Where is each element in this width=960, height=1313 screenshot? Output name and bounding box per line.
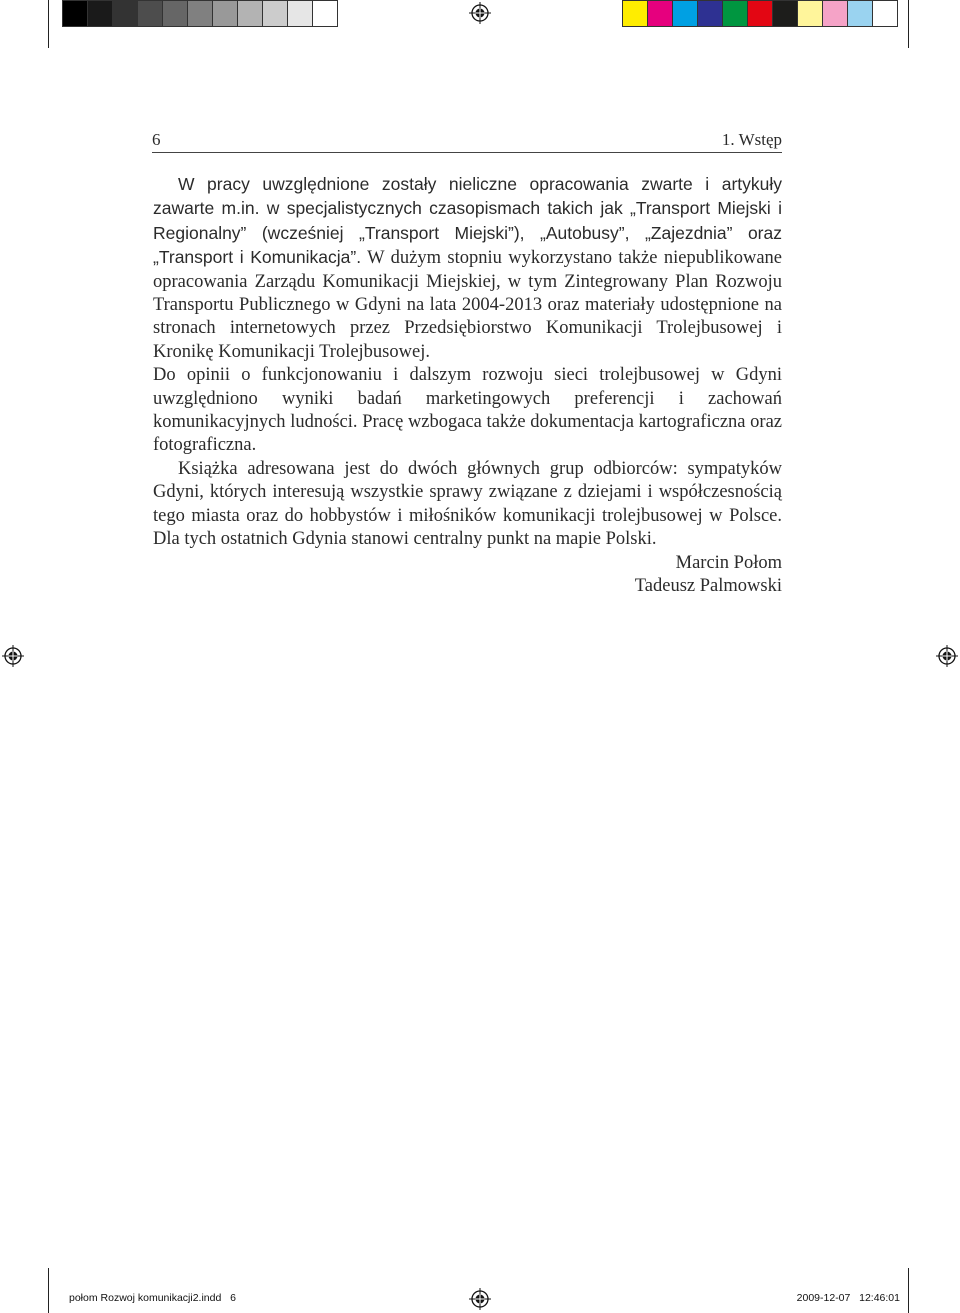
registration-mark-left-icon bbox=[2, 645, 24, 667]
crop-mark-top-right bbox=[908, 0, 909, 48]
color-swatch bbox=[748, 1, 773, 26]
paragraph-sources-serif-part: W dużym stopniu wykorzystano także niepublikowane opracowania Zarządu Komunikacji Miejskiej, w tym Zintegrowany Plan Rozwoju Transportu Publicznego w Gdyni na lata 2004-2013 oraz materiały udostępnione na stronach internetowych przez Przedsiębiorstwo Komunikacji Trolejbusowej i Kronikę Komunikacji Trolejbusowej. bbox=[153, 248, 783, 362]
running-head bbox=[152, 128, 782, 153]
gray-swatch bbox=[188, 1, 213, 26]
gray-color-bar bbox=[62, 0, 338, 27]
gray-swatch bbox=[138, 1, 163, 26]
color-swatch bbox=[723, 1, 748, 26]
crop-mark-top-left bbox=[48, 0, 49, 48]
signature-block bbox=[153, 552, 782, 599]
gray-swatch bbox=[63, 1, 88, 26]
registration-mark-bottom-icon bbox=[469, 1288, 491, 1310]
paragraph-opinion: Do opinii o funkcjonowaniu i dalszym rozwoju sieci trolejbusowej w Gdyni uwzględniono wyniki badań marketingowych preferencji i zachowań komunikacyjnych ludności. Pracę wzbogaca także dokumentacja kartograficzna oraz fotograficzna. bbox=[153, 365, 782, 456]
crop-mark-bottom-right bbox=[908, 1268, 909, 1313]
slug-datetime: 2009-12-07 12:46:01 bbox=[796, 1292, 900, 1304]
gray-swatch bbox=[163, 1, 188, 26]
color-swatch bbox=[823, 1, 848, 26]
color-swatch bbox=[673, 1, 698, 26]
paragraph-sources bbox=[153, 173, 782, 364]
gray-swatch bbox=[88, 1, 113, 26]
gray-swatch bbox=[288, 1, 313, 26]
author-name-2: Tadeusz Palmowski bbox=[634, 575, 782, 596]
color-swatch bbox=[648, 1, 673, 26]
color-swatch bbox=[798, 1, 823, 26]
color-swatch bbox=[623, 1, 648, 26]
page-number: 6 bbox=[152, 130, 161, 149]
color-swatch bbox=[848, 1, 873, 26]
gray-swatch bbox=[113, 1, 138, 26]
gray-swatch bbox=[238, 1, 263, 26]
process-color-bar bbox=[622, 0, 898, 27]
paragraph-sources-sans-part: W pracy uwzględnione zostały nieliczne opracowania zwarte i artykuły zawarte m.in. w specjalistycznych czasopismach takich jak „Transport Miejski i Regionalny” (wcześniej „Transport Miejski”), „Autobusy”, „Zajezdnia” oraz „Transport i Komunikacja”. bbox=[153, 174, 782, 268]
registration-mark-top-icon bbox=[469, 2, 491, 24]
color-swatch bbox=[773, 1, 798, 26]
gray-swatch bbox=[313, 1, 337, 26]
chapter-title: 1. Wstęp bbox=[721, 130, 782, 149]
registration-mark-right-icon bbox=[936, 645, 958, 667]
gray-swatch bbox=[213, 1, 238, 26]
crop-mark-bottom-left bbox=[48, 1268, 49, 1313]
gray-swatch bbox=[263, 1, 288, 26]
author-name-1: Marcin Połom bbox=[675, 552, 782, 573]
color-swatch bbox=[873, 1, 897, 26]
paragraph-audience: Książka adresowana jest do dwóch głównych grup odbiorców: sympatyków Gdyni, których interesują wszystkie sprawy związane z dziejami i współczesnością tego miasta oraz do hobbystów i miłośników komunikacji trolejbusowej w Polsce. Dla tych ostatnich Gdynia stanowi centralny punkt na mapie Polski. bbox=[153, 458, 782, 550]
slug-filename: połom Rozwoj komunikacji2.indd 6 bbox=[69, 1292, 236, 1304]
color-swatch bbox=[698, 1, 723, 26]
body-text bbox=[153, 173, 782, 598]
